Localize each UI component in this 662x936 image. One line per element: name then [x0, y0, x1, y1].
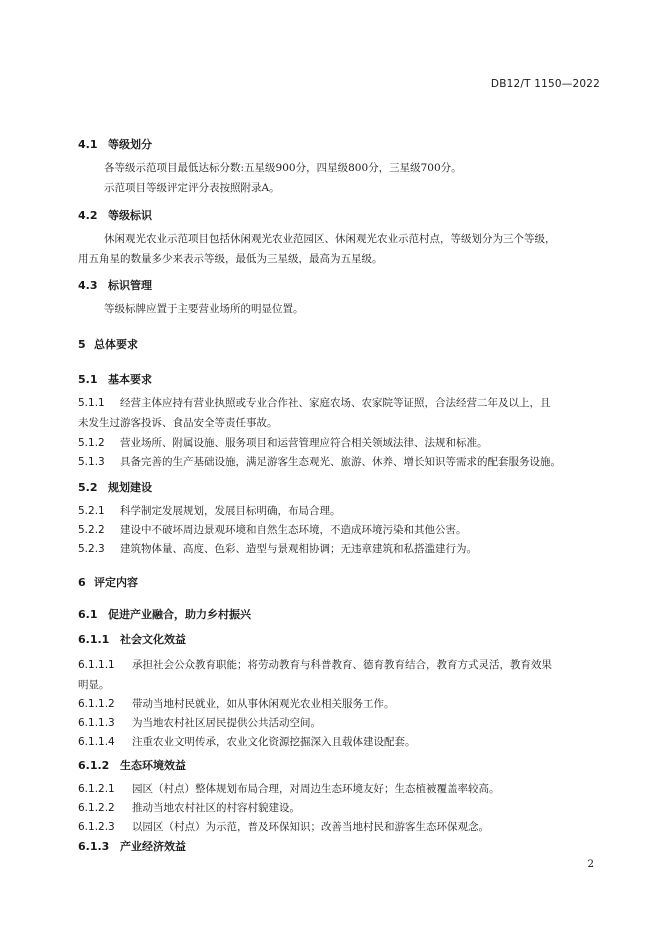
clause-number: 6.1.1.4: [78, 736, 115, 748]
clause: [78, 393, 598, 433]
clause-number: 6.1.1.3: [78, 717, 115, 729]
section-number: 5.2: [78, 481, 98, 494]
section-title: 规划建设: [108, 481, 152, 494]
clause-number: 5.2.2: [78, 524, 105, 536]
section-heading: [78, 757, 186, 773]
clause-text: 建筑物体量、高度、色彩、造型与景观相协调；无违章建筑和私搭滥建行为。: [120, 543, 477, 555]
clause: [78, 655, 598, 695]
section-heading: [78, 606, 251, 622]
section-number: 6.1.1: [78, 633, 110, 646]
clause-text: 带动当地村民就业，如从事休闲观光农业相关服务工作。: [132, 698, 395, 710]
clause-text: 承担社会公众教育职能；将劳动教育与科普教育、德育教育结合，教育方式灵活，教育效果: [132, 659, 552, 671]
section-number: 5.1: [78, 373, 98, 386]
clause: [78, 713, 598, 733]
paragraph-text: 用五角星的数量多少来表示等级，最低为三星级，最高为五星级。: [78, 253, 383, 265]
section-title: 生态环境效益: [120, 759, 186, 772]
section-number: 6.1.2: [78, 759, 110, 772]
clause-number: 6.1.2.1: [78, 783, 115, 795]
section-heading: [78, 479, 152, 495]
section-title: 促进产业融合，助力乡村振兴: [108, 608, 251, 621]
clause: [78, 694, 598, 714]
clause-text: 园区（村点）整体规划布局合理，对周边生态环境友好；生态植被覆盖率较高。: [132, 783, 500, 795]
clause: [78, 433, 598, 453]
clause-text: 为当地农村社区居民提供公共活动空间。: [132, 717, 321, 729]
clause-text: 未发生过游客投诉、食品安全等责任事故。: [78, 417, 278, 429]
clause-text: 以园区（村点）为示范，普及环保知识；改善当地村民和游客生态环保观念。: [132, 821, 489, 833]
chapter-heading: [78, 574, 138, 590]
section-number: 4.3: [78, 279, 98, 292]
section-heading: [78, 136, 152, 152]
clause-text: 注重农业文明传承，农业文化资源挖掘深入且载体建设配套。: [132, 736, 416, 748]
chapter-heading: [78, 336, 138, 352]
paragraph-text: 等级标牌应置于主要营业场所的明显位置。: [104, 303, 304, 315]
section-title: 等级划分: [108, 138, 152, 151]
clause: [78, 779, 598, 799]
section-number: 6: [78, 576, 86, 589]
clause-text: 具备完善的生产基础设施，满足游客生态观光、旅游、休养、增长知识等需求的配套服务设施。: [120, 456, 561, 468]
clause-text: 经营主体应持有营业执照或专业合作社、家庭农场、农家院等证照，合法经营二年及以上，且: [120, 397, 551, 409]
section-number: 4.1: [78, 138, 98, 151]
section-title: 等级标识: [108, 209, 152, 222]
section-title: 基本要求: [108, 373, 152, 386]
clause-text: 推动当地农村社区的村容村貌建设。: [132, 802, 300, 814]
document-code: DB12/T 1150—2022: [490, 78, 600, 90]
clause-number: 6.1.1.1: [78, 659, 115, 671]
clause-text: 科学制定发展规划，发展目标明确，布局合理。: [120, 505, 341, 517]
clause-text: 营业场所、附属设施、服务项目和运营管理应符合相关领域法律、法规和标准。: [120, 437, 488, 449]
clause: [78, 798, 598, 818]
clause-number: 5.2.3: [78, 543, 105, 555]
section-heading: [78, 371, 152, 387]
clause-number: 5.1.2: [78, 437, 105, 449]
clause: [78, 520, 598, 540]
section-title: 产业经济效益: [120, 840, 186, 853]
clause: [78, 539, 598, 559]
clause: [78, 817, 598, 837]
section-heading: [78, 207, 152, 223]
clause: [78, 501, 598, 521]
clause-number: 5.2.1: [78, 505, 105, 517]
clause: [78, 732, 598, 752]
section-heading: [78, 277, 152, 293]
section-title: 总体要求: [94, 338, 138, 351]
clause-number: 5.1.1: [78, 397, 105, 409]
section-number: 4.2: [78, 209, 98, 222]
section-number: 5: [78, 338, 86, 351]
section-title: 标识管理: [108, 279, 152, 292]
clause-number: 5.1.3: [78, 456, 105, 468]
section-title: 社会文化效益: [120, 633, 186, 646]
section-heading: [78, 838, 186, 854]
clause-number: 6.1.1.2: [78, 698, 115, 710]
clause-number: 6.1.2.3: [78, 821, 115, 833]
paragraph-text: 示范项目等级评定评分表按照附录A。: [104, 182, 280, 194]
paragraph-text: 各等级示范项目最低达标分数:五星级900分，四星级800分，三星级700分。: [104, 162, 462, 174]
paragraph-text: 休闲观光农业示范项目包括休闲观光农业范园区、休闲观光农业示范村点，等级划分为三个等级，: [104, 233, 556, 245]
section-heading: [78, 631, 186, 647]
clause-number: 6.1.2.2: [78, 802, 115, 814]
section-number: 6.1: [78, 608, 98, 621]
clause-text: 建设中不破坏周边景观环境和自然生态环境，不造成环境污染和其他公害。: [120, 524, 467, 536]
clause: [78, 452, 598, 472]
page-number: 2: [587, 858, 594, 870]
clause-text: 明显。: [78, 679, 110, 691]
section-title: 评定内容: [94, 576, 138, 589]
section-number: 6.1.3: [78, 840, 110, 853]
